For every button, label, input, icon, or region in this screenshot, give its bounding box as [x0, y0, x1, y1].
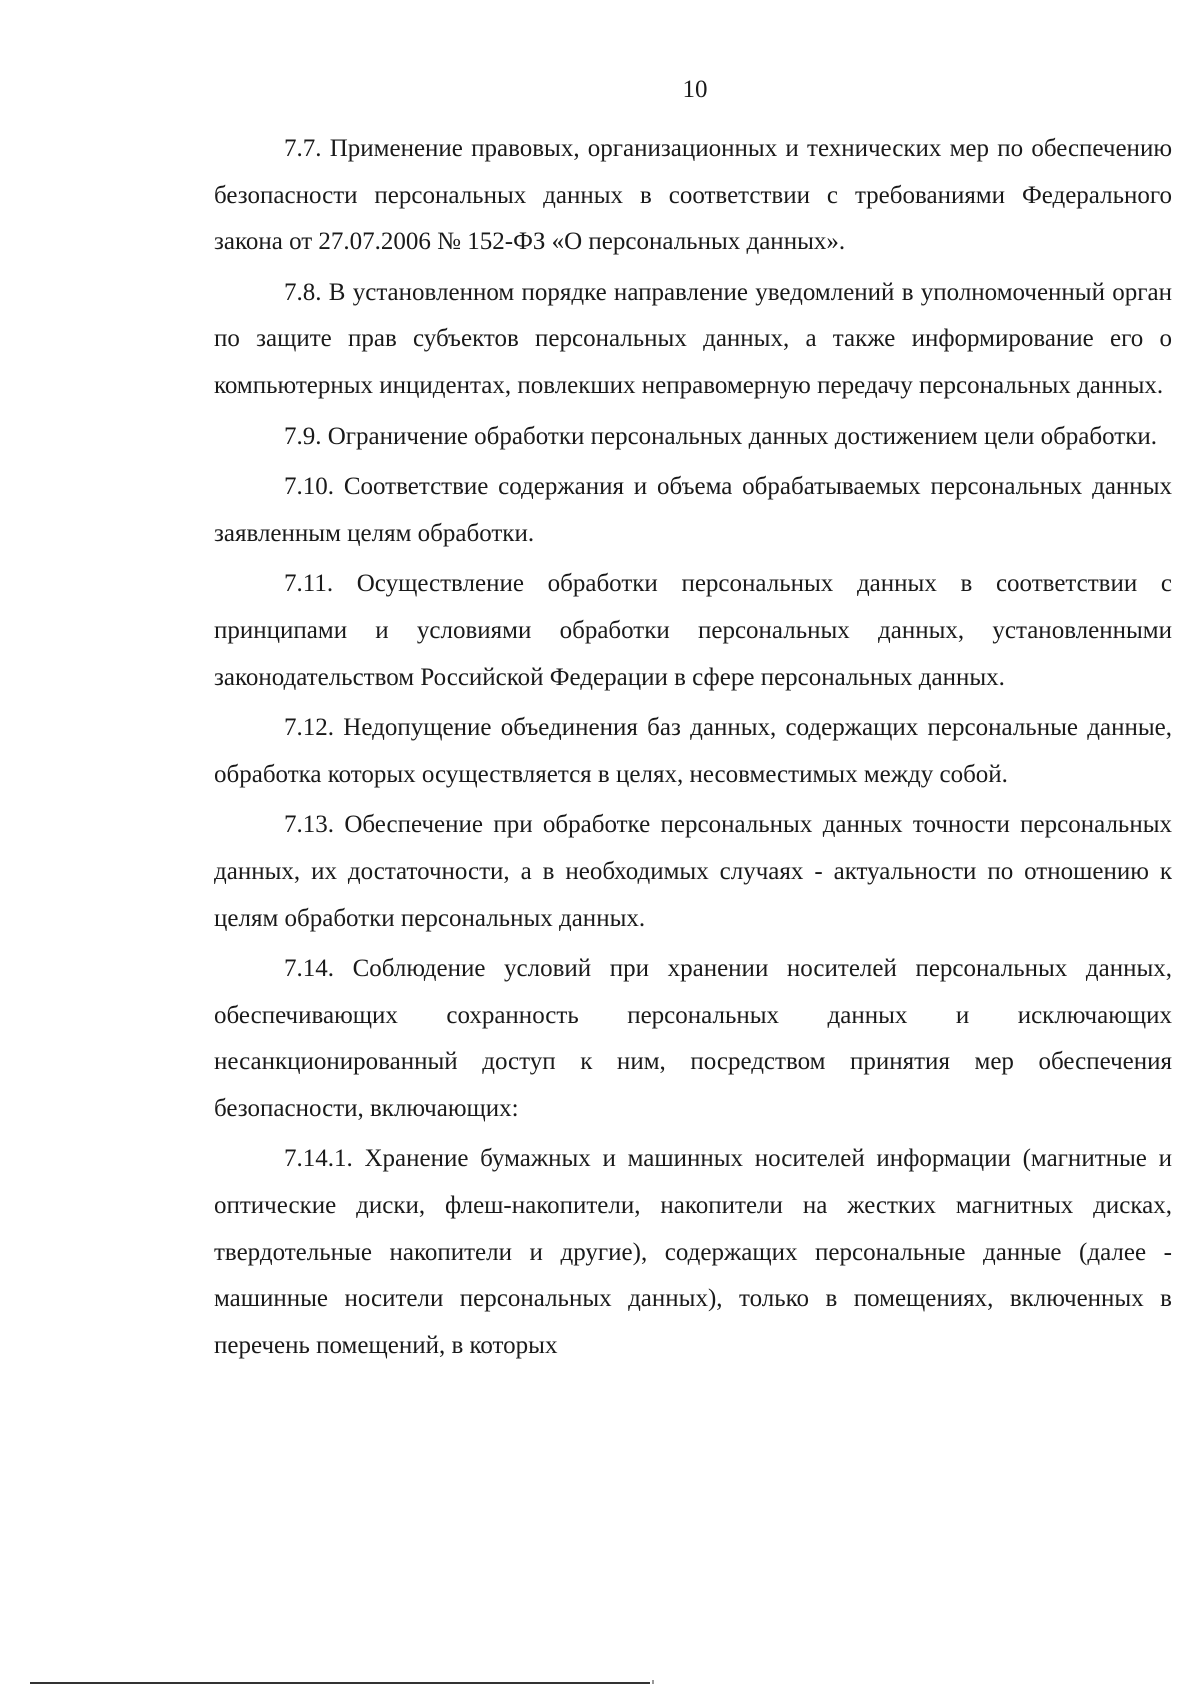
paragraph-7-12: 7.12. Недопущение объединения баз данных, содержащих персональные данные, обработка которых осуществляется в целях, несовместимых между собой. [214, 714, 1172, 788]
paragraph-7-13: 7.13. Обеспечение при обработке персональных данных точности персональных данных, их достаточности, а в необходимых случаях - актуальности по отношению к целям обработки персональных данных. [214, 811, 1172, 932]
footer-divider [30, 1682, 650, 1684]
paragraph-7-9: 7.9. Ограничение обработки персональных данных достижением цели обработки. [284, 422, 1157, 450]
paragraph-7-10: 7.10. Соответствие содержания и объема обрабатываемых персональных данных заявленным целям обработки. [214, 473, 1172, 547]
document-body [214, 126, 1172, 1369]
paragraph-7-14-1: 7.14.1. Хранение бумажных и машинных носителей информации (магнитные и оптические диски, флеш-накопители, накопители на жестких магнитных дисках, твердотельные накопители и другие), содержащих персональные данные (далее - машинные носители персональных данных), только в помещениях, включенных в перечень помещений, в которых [214, 1145, 1172, 1359]
page-number: 10 [682, 76, 708, 103]
paragraph-7-11: 7.11. Осуществление обработки персональных данных в соответствии с принципами и условиями обработки персональных данных, установленными законодательством Российской Федерации в сфере персональных данных. [214, 570, 1172, 691]
paragraph-7-8: 7.8. В установленном порядке направление уведомлений в уполномоченный орган по защите прав субъектов персональных данных, а также информирование его о компьютерных инцидентах, повлекших неправомерную передачу персональных данных. [214, 278, 1172, 399]
paragraph-7-14: 7.14. Соблюдение условий при хранении носителей персональных данных, обеспечивающих сохранность персональных данных и исключающих несанкционированный доступ к ним, посредством принятия мер обеспечения безопасности, включающих: [214, 955, 1172, 1122]
paragraph-7-7: 7.7. Применение правовых, организационных и технических мер по обеспечению безопасности персональных данных в соответствии с требованиями Федерального закона от 27.07.2006 № 152-ФЗ «О персональных данных». [214, 135, 1172, 256]
scan-artifact [652, 1680, 654, 1684]
